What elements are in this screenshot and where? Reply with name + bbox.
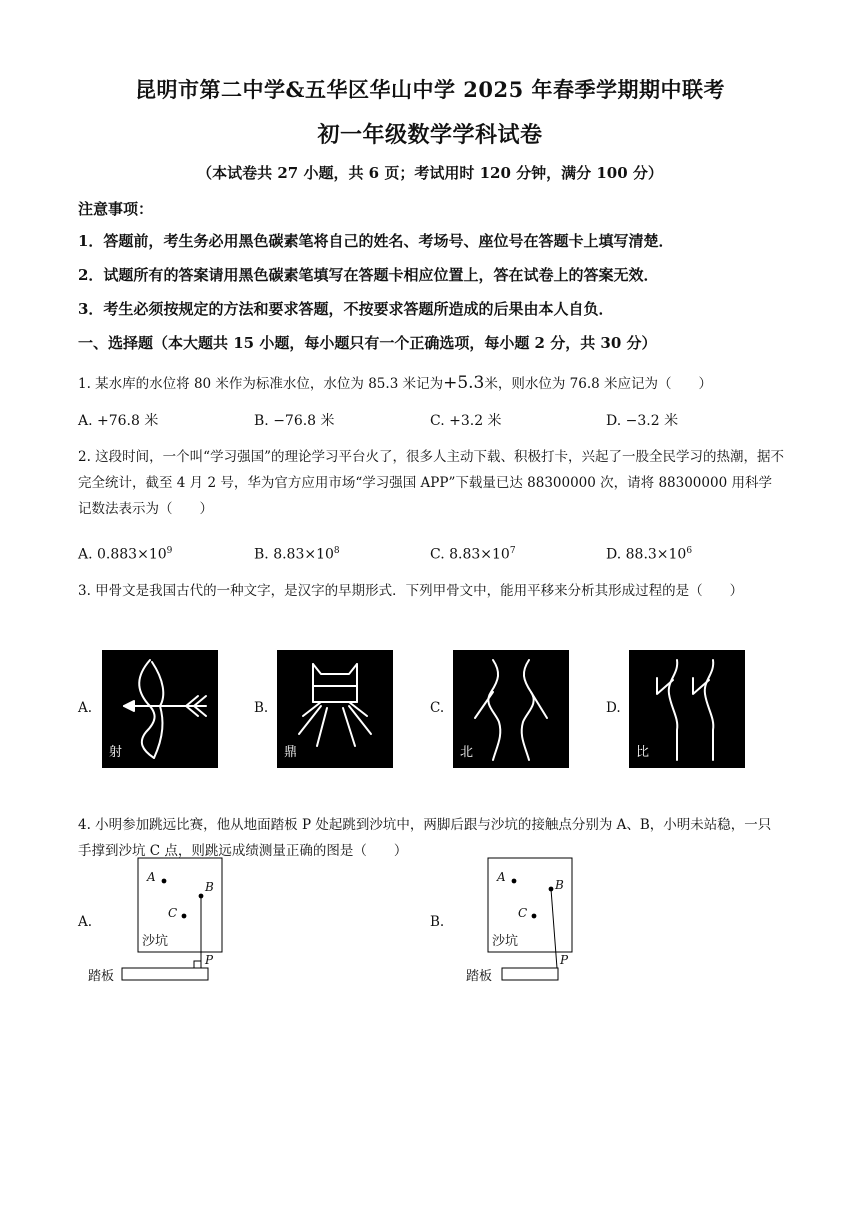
question-3: 3. 甲骨文是我国古代的一种文字，是汉字的早期形式．下列甲骨文中，能用平移来分析其形成过程的是（ ） <box>78 583 744 599</box>
option-d[interactable]: D. −3.2 米 <box>606 413 679 429</box>
option-a[interactable]: A. +76.8 米 <box>78 413 159 429</box>
point-b-label: B <box>555 878 564 892</box>
option-b-label[interactable]: B. <box>430 914 445 930</box>
option-exponent: 7 <box>509 546 516 556</box>
oracle-glyph-she[interactable] <box>102 650 218 768</box>
question-2: 2. 这段时间，一个叫“学习强国”的理论学习平台火了，很多人主动下载、积极打卡，兴起了一股全民学习的热潮，据不完全统计，截至 4 月 2 号，华为官方应用市场“学习强国 APP”下载量已达 88300000 次，请将 88300000 用科学记数法表示为（ ） <box>78 449 784 517</box>
glyph-caption: 射 <box>109 745 123 760</box>
option-d-label[interactable]: D. <box>606 700 621 716</box>
point-c-label: C <box>168 906 178 920</box>
option-c[interactable] <box>430 546 516 563</box>
question-value: +5.3 <box>443 373 485 393</box>
option-label: D. 88.3×10 <box>606 546 687 563</box>
option-exponent: 6 <box>686 546 693 556</box>
exam-subject-title: 初一年级数学学科试卷 <box>317 122 543 148</box>
option-label: C. 8.83×10 <box>430 546 510 563</box>
question-text: 1. 某水库的水位将 80 米作为标准水位，水位为 85.3 米记为 <box>78 376 444 392</box>
exam-title: 昆明市第二中学&五华区华山中学 2025 年春季学期期中联考 <box>134 77 726 102</box>
option-a[interactable] <box>78 546 172 563</box>
option-b[interactable]: B. −76.8 米 <box>254 413 335 429</box>
board-label: 踏板 <box>466 969 493 984</box>
option-label: B. 8.83×10 <box>254 546 334 563</box>
oracle-glyph-bei[interactable] <box>453 650 569 768</box>
oracle-glyph-ding[interactable] <box>277 650 393 768</box>
option-a-label[interactable]: A. <box>78 700 93 716</box>
section-heading: 一、选择题（本大题共 15 小题，每小题只有一个正确选项，每小题 2 分，共 30 分） <box>78 334 657 352</box>
sandpit-label: 沙坑 <box>492 934 519 949</box>
exam-info: （本试卷共 27 小题，共 6 页；考试用时 120 分钟，满分 100 分） <box>197 164 663 182</box>
long-jump-diagram-b[interactable] <box>462 858 622 988</box>
option-label: A. 0.883×10 <box>78 546 167 563</box>
question-1 <box>78 370 784 397</box>
glyph-caption: 鼎 <box>284 745 298 760</box>
point-c-label: C <box>518 906 528 920</box>
option-exponent: 9 <box>166 546 173 556</box>
oracle-glyph-bi[interactable] <box>629 650 745 768</box>
option-exponent: 8 <box>333 546 340 556</box>
option-c-label[interactable]: C. <box>430 700 445 716</box>
option-c[interactable]: C. +3.2 米 <box>430 413 502 429</box>
board-label: 踏板 <box>88 969 115 984</box>
option-b[interactable] <box>254 546 340 563</box>
point-a-label: A <box>147 870 156 884</box>
sandpit-diagram-icon <box>112 858 272 988</box>
point-a-label: A <box>497 870 506 884</box>
point-p-label: P <box>560 953 569 967</box>
notice-item: 3．考生必须按规定的方法和要求答题，不按要求答题所造成的后果由本人自负． <box>78 300 614 318</box>
long-jump-diagram-a[interactable] <box>88 858 272 988</box>
option-a-label[interactable]: A. <box>78 914 93 930</box>
option-d[interactable] <box>606 546 692 563</box>
notice-item: 2．试题所有的答案请用黑色碳素笔填写在答题卡相应位置上，答在试卷上的答案无效． <box>78 266 659 284</box>
sandpit-label: 沙坑 <box>142 934 169 949</box>
glyph-caption: 北 <box>460 745 474 760</box>
question-4: 4. 小明参加跳远比赛，他从地面踏板 P 处起跳到沙坑中，两脚后跟与沙坑的接触点分别为 A、B，小明未站稳，一只手撑到沙坑 C 点，则跳远成绩测量正确的图是（ ） <box>78 817 772 859</box>
point-b-label: B <box>205 880 214 894</box>
point-p-label: P <box>205 953 214 967</box>
notice-heading: 注意事项： <box>78 200 154 218</box>
option-b-label[interactable]: B. <box>254 700 269 716</box>
notice-item: 1．答题前，考生务必用黑色碳素笔将自己的姓名、考场号、座位号在答题卡上填写清楚． <box>78 232 674 250</box>
question-text: 米，则水位为 76.8 米应记为（ ） <box>484 376 713 392</box>
glyph-caption: 比 <box>636 745 650 760</box>
